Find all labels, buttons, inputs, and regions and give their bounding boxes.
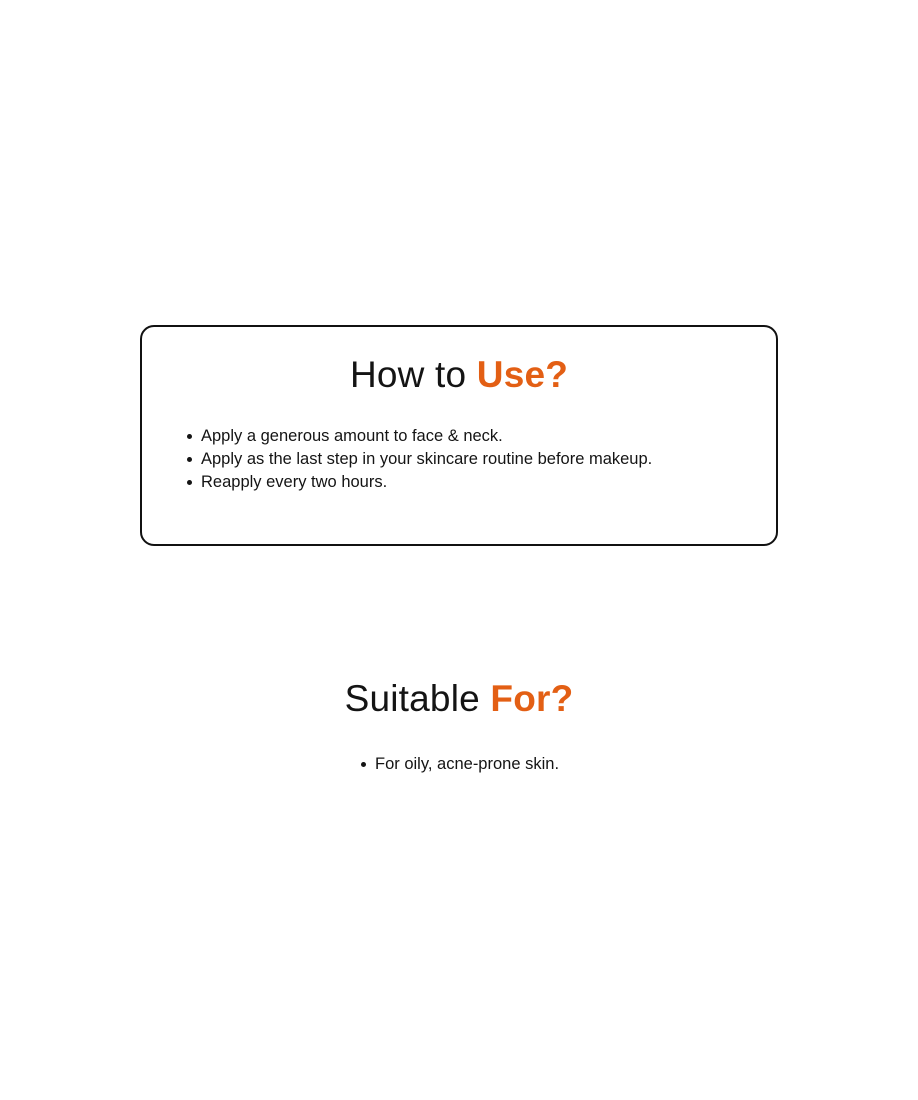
- bullet-dot-icon: [361, 762, 366, 767]
- suitable-item-text: For oily, acne-prone skin.: [375, 755, 560, 773]
- how-to-use-card: [140, 325, 778, 546]
- list-item: [201, 425, 761, 448]
- suitable-for-title-accent: For?: [490, 678, 574, 719]
- bullet-dot-icon: [187, 457, 192, 462]
- step-text: Apply as the last step in your skincare routine before makeup.: [201, 450, 653, 468]
- list-item: [375, 753, 775, 776]
- how-to-use-title-plain: How to: [349, 354, 477, 395]
- list-item: [201, 448, 761, 471]
- how-to-use-title-accent: Use?: [476, 354, 569, 395]
- suitable-for-title-plain: Suitable: [344, 678, 491, 719]
- bullet-dot-icon: [187, 434, 192, 439]
- how-to-use-title: [142, 353, 776, 397]
- how-to-use-steps-list: [201, 425, 761, 494]
- suitable-for-title: [0, 677, 918, 721]
- step-text: Reapply every two hours.: [201, 473, 388, 491]
- suitable-for-list: [375, 753, 775, 776]
- list-item: [201, 471, 761, 494]
- bullet-dot-icon: [187, 480, 192, 485]
- step-text: Apply a generous amount to face & neck.: [201, 427, 503, 445]
